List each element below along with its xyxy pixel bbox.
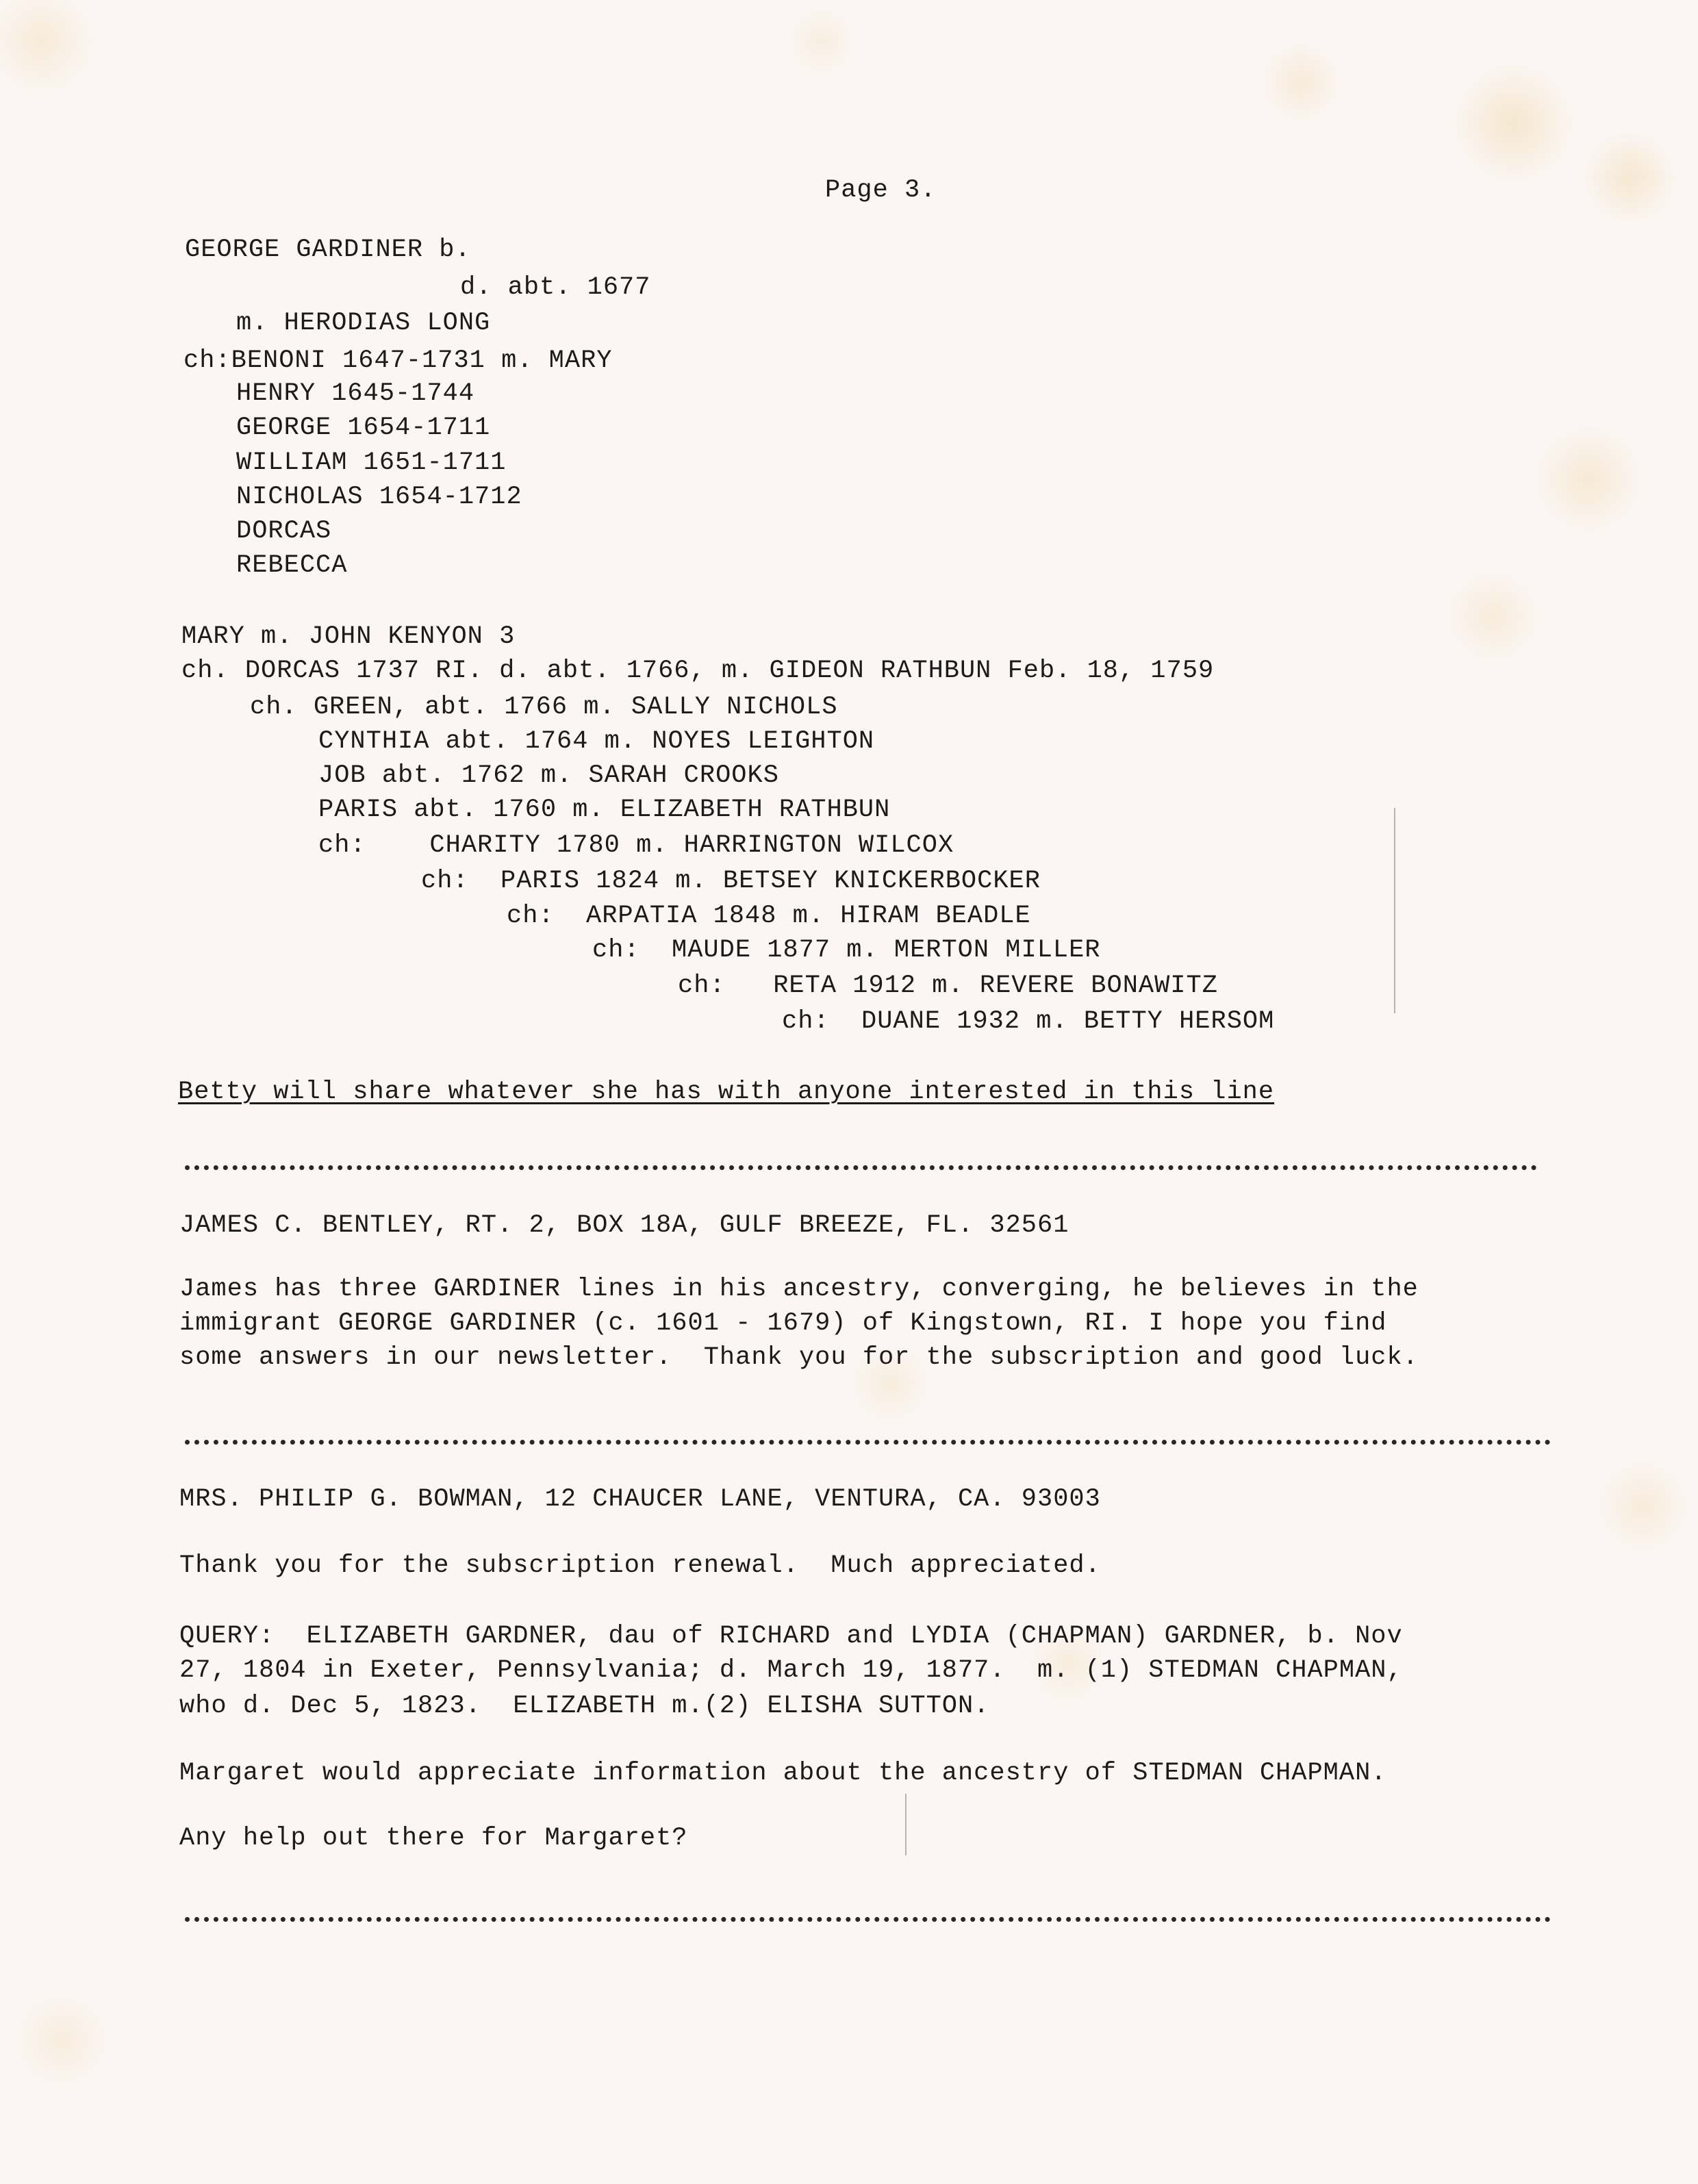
bowman-address: MRS. PHILIP G. BOWMAN, 12 CHAUCER LANE, VENTURA, CA. 93003 <box>179 1485 1101 1514</box>
kenyon-line: ch: ARPATIA 1848 m. HIRAM BEADLE <box>507 902 1031 930</box>
gardiner-child: DORCAS <box>236 517 332 546</box>
bowman-thanks: Thank you for the subscription renewal. Much appreciated. <box>179 1551 1101 1580</box>
kenyon-line: ch. DORCAS 1737 RI. d. abt. 1766, m. GIDEON RATHBUN Feb. 18, 1759 <box>181 657 1215 685</box>
bentley-paragraph-line: some answers in our newsletter. Thank you for the subscription and good luck. <box>179 1343 1419 1372</box>
gardiner-child: NICHOLAS 1654-1712 <box>236 483 522 511</box>
page-number: Page 3. <box>825 176 937 205</box>
gardiner-child: WILLIAM 1651-1711 <box>236 448 507 477</box>
kenyon-line: ch: RETA 1912 m. REVERE BONAWITZ <box>678 972 1218 1000</box>
scan-line <box>905 1794 907 1855</box>
gardiner-child: HENRY 1645-1744 <box>236 379 475 408</box>
help-question: Any help out there for Margaret? <box>179 1824 688 1853</box>
bentley-paragraph-line: immigrant GEORGE GARDINER (c. 1601 - 1679) of Kingstown, RI. I hope you find <box>179 1309 1387 1338</box>
dotted-separator <box>185 1917 1551 1922</box>
kenyon-line: ch: PARIS 1824 m. BETSEY KNICKERBOCKER <box>421 867 1041 896</box>
betty-note: Betty will share whatever she has with anyone interested in this line <box>178 1078 1275 1106</box>
margaret-request: Margaret would appreciate information about the ancestry of STEDMAN CHAPMAN. <box>179 1759 1387 1788</box>
kenyon-line: PARIS abt. 1760 m. ELIZABETH RATHBUN <box>318 796 891 824</box>
scan-line <box>1394 808 1395 1013</box>
gardiner-child: ch:BENONI 1647-1731 m. MARY <box>183 346 613 375</box>
query-line: who d. Dec 5, 1823. ELIZABETH m.(2) ELISHA SUTTON. <box>179 1692 990 1720</box>
gardiner-child: REBECCA <box>236 551 348 580</box>
gardiner-child: GEORGE 1654-1711 <box>236 414 491 442</box>
kenyon-line: ch: DUANE 1932 m. BETTY HERSOM <box>782 1007 1275 1036</box>
gardiner-name-line: GEORGE GARDINER b. <box>185 236 471 264</box>
gardiner-death-line: d. abt. 1677 <box>460 273 651 302</box>
kenyon-line: JOB abt. 1762 m. SARAH CROOKS <box>318 761 779 790</box>
query-line: QUERY: ELIZABETH GARDNER, dau of RICHARD and LYDIA (CHAPMAN) GARDNER, b. Nov <box>179 1622 1403 1651</box>
bentley-paragraph-line: James has three GARDINER lines in his ancestry, converging, he believes in the <box>179 1275 1419 1304</box>
query-line: 27, 1804 in Exeter, Pennsylvania; d. March 19, 1877. m. (1) STEDMAN CHAPMAN, <box>179 1656 1403 1685</box>
kenyon-line: MARY m. JOHN KENYON 3 <box>181 622 516 651</box>
gardiner-marriage-line: m. HERODIAS LONG <box>236 309 491 338</box>
kenyon-line: ch. GREEN, abt. 1766 m. SALLY NICHOLS <box>250 693 838 722</box>
dotted-separator <box>185 1440 1551 1445</box>
kenyon-line: CYNTHIA abt. 1764 m. NOYES LEIGHTON <box>318 727 875 756</box>
dotted-separator <box>185 1165 1537 1170</box>
kenyon-line: ch: CHARITY 1780 m. HARRINGTON WILCOX <box>318 831 954 860</box>
kenyon-line: ch: MAUDE 1877 m. MERTON MILLER <box>592 936 1101 965</box>
bentley-address: JAMES C. BENTLEY, RT. 2, BOX 18A, GULF BREEZE, FL. 32561 <box>179 1211 1069 1240</box>
